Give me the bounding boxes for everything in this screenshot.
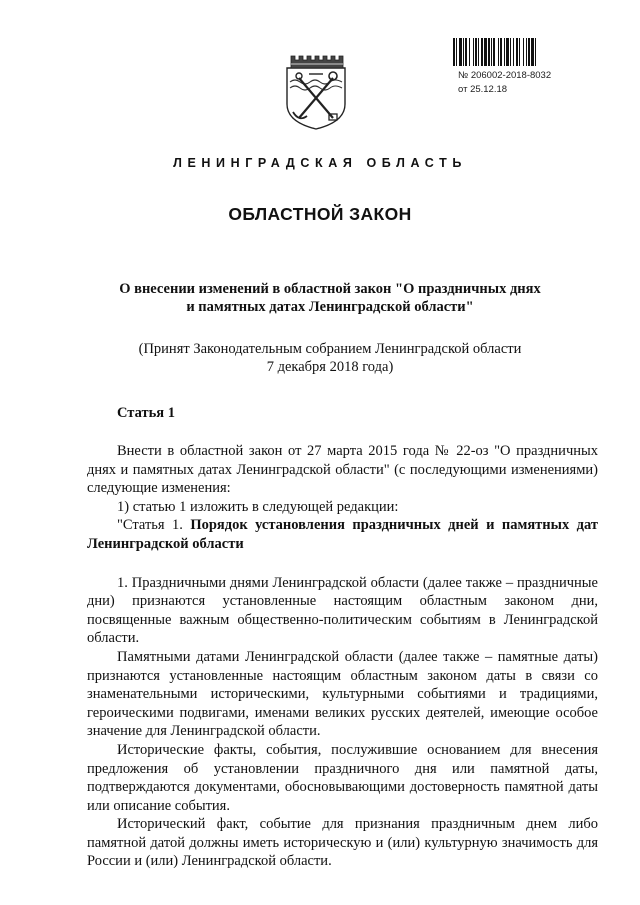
barcode-bar xyxy=(500,38,502,66)
amendment-item-1: 1) статью 1 изложить в следующей редакции: xyxy=(117,498,399,515)
barcode-bar xyxy=(484,38,487,66)
document-title-line-2: и памятных датах Ленинградской области" xyxy=(186,299,474,315)
registration-date: от 25.12.18 xyxy=(458,84,508,95)
barcode-bar xyxy=(526,38,527,66)
barcode-bar xyxy=(493,38,495,66)
barcode-bar xyxy=(459,38,462,66)
registration-info xyxy=(458,69,551,97)
adoption-note xyxy=(80,340,580,376)
barcode-bar xyxy=(498,38,499,66)
barcode-bar xyxy=(488,38,490,66)
barcode-bar xyxy=(473,38,474,66)
barcode-bar xyxy=(516,38,518,66)
barcode-bar xyxy=(523,38,524,66)
article-heading: Статья 1 xyxy=(117,405,175,421)
barcode-bar xyxy=(506,38,509,66)
paragraph-significance: Исторический факт, событие для признания праздничным днем либо памятной датой должны иметь историческую и (или) культурную значимость для России и (или) Ленинградской области. xyxy=(87,816,598,870)
adoption-note-line-2: 7 декабря 2018 года) xyxy=(266,359,394,375)
barcode-bar xyxy=(504,38,505,66)
document-title xyxy=(80,280,580,316)
barcode-bar xyxy=(478,38,479,66)
barcode-bar xyxy=(510,38,511,66)
paragraph-memorable-dates: Памятными датами Ленинградской области (далее также – памятные даты) признаются установленные настоящим областным законом даты в связи со знаменательными историческими, культурными событиями и традициями, героическими подвигами, именами великих русских деятелей, имеющие особое значение для Ленинградской области. xyxy=(87,648,598,740)
paragraph-holidays: 1. Праздничными днями Ленинградской области (далее также – праздничные дни) признаются установленные настоящим областным законом дни, посвященные важным общественно-политическим событиям в Ленинградской области. xyxy=(87,574,598,647)
barcode-bar xyxy=(513,38,514,66)
document-title-line-1: О внесении изменений в областной закон "О праздничных днях xyxy=(119,281,541,297)
barcode-icon xyxy=(452,38,580,66)
barcode-bar xyxy=(456,38,457,66)
quoted-article-heading xyxy=(87,516,598,553)
barcode-bar xyxy=(481,38,483,66)
adoption-note-line-1: (Принят Законодательным собранием Ленинградской области xyxy=(138,341,522,357)
barcode-bar xyxy=(463,38,464,66)
barcode-bar xyxy=(465,38,467,66)
barcode-bar xyxy=(519,38,520,66)
barcode-bar xyxy=(535,38,536,66)
document-type: ОБЛАСТНОЙ ЗАКОН xyxy=(228,204,412,224)
quoted-article-prefix: "Статья 1. xyxy=(117,517,191,534)
region-name: ЛЕНИНГРАДСКАЯ ОБЛАСТЬ xyxy=(173,156,467,170)
registration-number: № 206002-2018-8032 xyxy=(458,70,552,81)
barcode-bar xyxy=(453,38,455,66)
barcode-bar xyxy=(531,38,534,66)
barcode-bar xyxy=(469,38,470,66)
intro-paragraph: Внести в областной закон от 27 марта 2015 года № 22-оз "О праздничных днях и памятных датах Ленинградской области" (с последующими изменениями) следующие изменения: xyxy=(87,443,598,497)
barcode-bar xyxy=(491,38,492,66)
article-body xyxy=(87,442,598,871)
barcode-bar xyxy=(475,38,477,66)
quoted-article-title: Порядок установления праздничных дней и памятных дат Ленинградской области xyxy=(87,517,598,552)
paragraph-historical-facts: Исторические факты, события, послужившие основанием для внесения предложения об установлении праздничного дня или памятной даты, подтверждаются документами, обосновывающими достоверность памятной даты или описание события. xyxy=(87,741,598,814)
coat-of-arms-icon xyxy=(285,52,347,130)
barcode-bar xyxy=(528,38,530,66)
